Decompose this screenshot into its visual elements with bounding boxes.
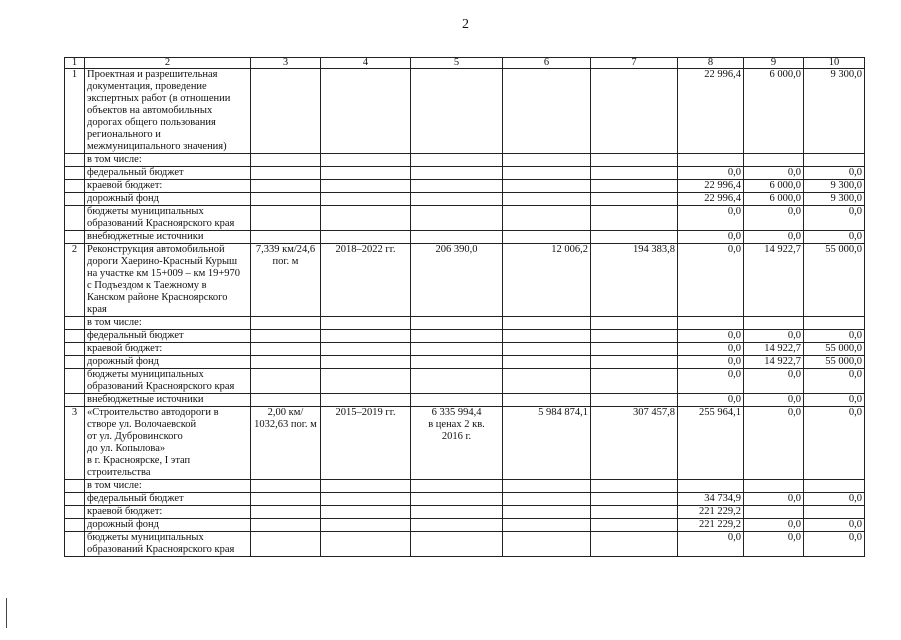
item-name — [85, 231, 251, 244]
item-name — [85, 317, 251, 330]
row-number — [65, 167, 85, 180]
capacity-cell — [251, 506, 321, 519]
value-cell — [503, 394, 591, 407]
row-number: 2 — [65, 244, 85, 317]
value-cell: 12 006,2 — [503, 244, 591, 317]
value-cell — [503, 180, 591, 193]
cell-line: дорогах общего пользования — [87, 117, 216, 128]
estimated-cost-cell — [411, 493, 503, 506]
value-cell: 0,0 — [744, 206, 804, 231]
period-cell: 2015–2019 гг. — [321, 407, 411, 480]
estimated-cost-cell — [411, 356, 503, 369]
row-number — [65, 193, 85, 206]
period-cell — [321, 330, 411, 343]
capacity-cell — [251, 493, 321, 506]
value-cell: 14 922,7 — [744, 244, 804, 317]
item-name — [85, 193, 251, 206]
cell-line: 6 335 994,4 — [431, 407, 482, 418]
estimated-cost-cell — [411, 154, 503, 167]
value-cell: 0,0 — [744, 407, 804, 480]
capacity-cell — [251, 154, 321, 167]
period-cell — [321, 480, 411, 493]
value-cell: 255 964,1 — [678, 407, 744, 480]
value-cell: 0,0 — [678, 369, 744, 394]
estimated-cost-cell — [411, 369, 503, 394]
capacity-cell — [251, 407, 321, 480]
cell-line: в том числе: — [87, 480, 142, 491]
capacity-cell — [251, 343, 321, 356]
row-number — [65, 369, 85, 394]
cell-line: краевой бюджет: — [87, 180, 163, 191]
table-row — [65, 369, 865, 394]
value-cell: 0,0 — [678, 394, 744, 407]
cell-line: федеральный бюджет — [87, 493, 184, 504]
estimated-cost-cell — [411, 519, 503, 532]
capacity-cell — [251, 532, 321, 557]
table-row — [65, 206, 865, 231]
value-cell — [591, 330, 678, 343]
capacity-cell — [251, 206, 321, 231]
capacity-cell — [251, 480, 321, 493]
value-cell — [678, 317, 744, 330]
cell-line: федеральный бюджет — [87, 167, 184, 178]
estimated-cost-cell — [411, 231, 503, 244]
value-cell: 307 457,8 — [591, 407, 678, 480]
value-cell — [744, 154, 804, 167]
item-name — [85, 506, 251, 519]
value-cell: 0,0 — [804, 519, 865, 532]
cell-line: «Строительство автодороги в — [87, 407, 219, 418]
value-cell: 55 000,0 — [804, 356, 865, 369]
value-cell — [503, 480, 591, 493]
value-cell: 0,0 — [678, 532, 744, 557]
value-cell — [503, 330, 591, 343]
period-cell — [321, 206, 411, 231]
period-cell — [321, 369, 411, 394]
estimated-cost-cell — [411, 69, 503, 154]
value-cell — [503, 69, 591, 154]
cell-line: в том числе: — [87, 154, 142, 165]
capacity-cell — [251, 167, 321, 180]
value-cell: 0,0 — [678, 167, 744, 180]
value-cell: 22 996,4 — [678, 193, 744, 206]
value-cell — [591, 343, 678, 356]
value-cell: 55 000,0 — [804, 343, 865, 356]
table-row — [65, 394, 865, 407]
value-cell — [744, 317, 804, 330]
cell-line: строительства — [87, 467, 151, 478]
period-cell — [321, 343, 411, 356]
table-row — [65, 167, 865, 180]
estimated-cost-cell — [411, 206, 503, 231]
period-cell — [321, 506, 411, 519]
item-name — [85, 394, 251, 407]
row-number — [65, 532, 85, 557]
cell-line: 2016 г. — [441, 431, 472, 442]
cell-line: образований Красноярского края — [87, 381, 235, 392]
table-row — [65, 193, 865, 206]
column-header: 6 — [503, 58, 591, 69]
period-cell — [321, 493, 411, 506]
value-cell — [503, 532, 591, 557]
cell-line: образований Красноярского края — [87, 218, 235, 229]
value-cell: 0,0 — [804, 231, 865, 244]
table-row — [65, 180, 865, 193]
value-cell: 0,0 — [678, 244, 744, 317]
table-row — [65, 356, 865, 369]
value-cell: 0,0 — [804, 394, 865, 407]
cell-line: межмуниципального значения) — [87, 141, 227, 152]
value-cell: 22 996,4 — [678, 180, 744, 193]
item-name — [85, 480, 251, 493]
estimated-cost-cell — [411, 506, 503, 519]
row-number — [65, 519, 85, 532]
row-number: 1 — [65, 69, 85, 154]
value-cell — [804, 506, 865, 519]
period-cell — [321, 154, 411, 167]
cell-line: краевой бюджет: — [87, 343, 163, 354]
cell-line: образований Красноярского края — [87, 544, 235, 555]
value-cell — [591, 154, 678, 167]
value-cell: 0,0 — [804, 330, 865, 343]
value-cell — [503, 343, 591, 356]
item-name — [85, 532, 251, 557]
capacity-cell — [251, 69, 321, 154]
value-cell: 34 734,9 — [678, 493, 744, 506]
capacity-cell — [251, 356, 321, 369]
value-cell — [744, 480, 804, 493]
cell-line: пог. м — [272, 256, 299, 267]
cell-line: внебюджетные источники — [87, 394, 204, 405]
value-cell: 6 000,0 — [744, 193, 804, 206]
period-cell — [321, 231, 411, 244]
value-cell: 221 229,2 — [678, 519, 744, 532]
period-cell — [321, 356, 411, 369]
cell-line: на участке км 15+009 – км 19+970 — [87, 268, 241, 279]
value-cell: 9 300,0 — [804, 69, 865, 154]
row-number — [65, 180, 85, 193]
value-cell: 0,0 — [744, 167, 804, 180]
period-cell — [321, 180, 411, 193]
item-name — [85, 356, 251, 369]
value-cell — [503, 493, 591, 506]
value-cell: 0,0 — [678, 356, 744, 369]
value-cell: 9 300,0 — [804, 193, 865, 206]
value-cell — [503, 356, 591, 369]
item-name — [85, 330, 251, 343]
cell-line: Проектная и разрешительная — [87, 69, 218, 80]
cell-line: бюджеты муниципальных — [87, 369, 204, 380]
column-header-row — [65, 58, 865, 69]
value-cell — [591, 394, 678, 407]
table-row — [65, 231, 865, 244]
row-number — [65, 154, 85, 167]
value-cell: 5 984 874,1 — [503, 407, 591, 480]
value-cell — [591, 532, 678, 557]
cell-line: в г. Красноярске, I этап — [87, 455, 191, 466]
value-cell — [591, 506, 678, 519]
cell-line: краевой бюджет: — [87, 506, 163, 517]
value-cell — [503, 167, 591, 180]
value-cell — [591, 356, 678, 369]
value-cell — [804, 317, 865, 330]
cell-line: дороги Хаерино-Красный Курыш — [87, 256, 238, 267]
cell-line: 1032,63 пог. м — [254, 419, 317, 430]
cell-line: в том числе: — [87, 317, 142, 328]
value-cell: 0,0 — [744, 330, 804, 343]
value-cell: 0,0 — [804, 532, 865, 557]
estimated-cost-cell — [411, 480, 503, 493]
table-row — [65, 480, 865, 493]
value-cell: 55 000,0 — [804, 244, 865, 317]
cell-line: объектов на автомобильных — [87, 105, 213, 116]
value-cell: 0,0 — [804, 167, 865, 180]
value-cell: 0,0 — [678, 231, 744, 244]
cell-line: дорожный фонд — [87, 193, 160, 204]
estimated-cost-cell — [411, 394, 503, 407]
cell-line: Реконструкция автомобильной — [87, 244, 225, 255]
cell-line: 206 390,0 — [435, 244, 478, 255]
cell-line: дорожный фонд — [87, 356, 160, 367]
period-cell — [321, 394, 411, 407]
cell-line: с Подъездом к Таежному в — [87, 280, 207, 291]
estimated-cost-cell — [411, 330, 503, 343]
item-name — [85, 69, 251, 154]
value-cell: 0,0 — [744, 369, 804, 394]
period-cell — [321, 519, 411, 532]
cell-line: 7,339 км/24,6 — [255, 244, 316, 255]
column-header: 8 — [678, 58, 744, 69]
period-cell: 2018–2022 гг. — [321, 244, 411, 317]
value-cell: 0,0 — [804, 493, 865, 506]
page-number: 2 — [462, 17, 469, 32]
cell-line: экспертных работ (в отношении — [87, 93, 231, 104]
table-row — [65, 69, 865, 154]
value-cell — [591, 193, 678, 206]
estimated-cost-cell — [411, 167, 503, 180]
value-cell: 0,0 — [744, 493, 804, 506]
item-name — [85, 493, 251, 506]
table-row — [65, 343, 865, 356]
row-number — [65, 317, 85, 330]
table-row — [65, 244, 865, 317]
value-cell: 194 383,8 — [591, 244, 678, 317]
cell-line: документация, проведение — [87, 81, 207, 92]
value-cell — [804, 154, 865, 167]
period-cell — [321, 532, 411, 557]
capacity-cell — [251, 180, 321, 193]
period-cell — [321, 167, 411, 180]
row-number — [65, 394, 85, 407]
value-cell — [591, 317, 678, 330]
table-row — [65, 317, 865, 330]
value-cell: 0,0 — [744, 519, 804, 532]
row-number — [65, 330, 85, 343]
table-row — [65, 407, 865, 480]
cell-line: от ул. Дубровинского — [87, 431, 183, 442]
estimated-cost-cell — [411, 343, 503, 356]
item-name — [85, 206, 251, 231]
row-number — [65, 493, 85, 506]
row-number — [65, 343, 85, 356]
value-cell: 0,0 — [804, 206, 865, 231]
capacity-cell — [251, 330, 321, 343]
value-cell — [591, 206, 678, 231]
capacity-cell — [251, 231, 321, 244]
value-cell: 0,0 — [744, 394, 804, 407]
capacity-cell — [251, 519, 321, 532]
capacity-cell — [251, 394, 321, 407]
table-row — [65, 532, 865, 557]
value-cell — [591, 493, 678, 506]
estimated-cost-cell — [411, 193, 503, 206]
row-number — [65, 506, 85, 519]
value-cell — [503, 519, 591, 532]
value-cell — [591, 231, 678, 244]
value-cell: 9 300,0 — [804, 180, 865, 193]
cell-line: дорожный фонд — [87, 519, 160, 530]
row-number — [65, 231, 85, 244]
value-cell: 0,0 — [744, 532, 804, 557]
column-header: 10 — [804, 58, 865, 69]
table-row — [65, 506, 865, 519]
value-cell — [591, 519, 678, 532]
item-name — [85, 154, 251, 167]
cell-line: створе ул. Волочаевской — [87, 419, 197, 430]
item-name — [85, 244, 251, 317]
column-header: 5 — [411, 58, 503, 69]
value-cell — [503, 231, 591, 244]
period-cell — [321, 193, 411, 206]
value-cell — [591, 167, 678, 180]
cell-line: Канском районе Красноярского — [87, 292, 228, 303]
item-name — [85, 167, 251, 180]
value-cell: 0,0 — [678, 330, 744, 343]
value-cell: 6 000,0 — [744, 180, 804, 193]
item-name — [85, 343, 251, 356]
cell-line: бюджеты муниципальных — [87, 206, 204, 217]
value-cell: 0,0 — [804, 369, 865, 394]
value-cell: 0,0 — [678, 343, 744, 356]
value-cell — [591, 69, 678, 154]
column-header: 2 — [85, 58, 251, 69]
column-header: 4 — [321, 58, 411, 69]
cell-line: края — [87, 304, 107, 315]
value-cell — [678, 154, 744, 167]
column-header: 9 — [744, 58, 804, 69]
period-cell — [321, 317, 411, 330]
item-name — [85, 407, 251, 480]
cell-line: регионального и — [87, 129, 161, 140]
row-number: 3 — [65, 407, 85, 480]
value-cell — [503, 193, 591, 206]
value-cell: 221 229,2 — [678, 506, 744, 519]
capacity-cell — [251, 369, 321, 394]
period-cell — [321, 69, 411, 154]
value-cell — [744, 506, 804, 519]
value-cell: 0,0 — [744, 231, 804, 244]
value-cell — [503, 369, 591, 394]
row-number — [65, 480, 85, 493]
margin-mark — [6, 598, 7, 628]
value-cell — [503, 206, 591, 231]
table-row — [65, 330, 865, 343]
value-cell — [591, 369, 678, 394]
estimated-cost-cell — [411, 244, 503, 317]
value-cell — [503, 317, 591, 330]
table-row — [65, 154, 865, 167]
item-name — [85, 519, 251, 532]
capacity-cell — [251, 244, 321, 317]
value-cell: 22 996,4 — [678, 69, 744, 154]
value-cell: 14 922,7 — [744, 343, 804, 356]
estimated-cost-cell — [411, 180, 503, 193]
value-cell: 0,0 — [678, 206, 744, 231]
row-number — [65, 356, 85, 369]
capacity-cell — [251, 193, 321, 206]
value-cell — [678, 480, 744, 493]
estimated-cost-cell — [411, 317, 503, 330]
column-header: 3 — [251, 58, 321, 69]
capacity-cell — [251, 317, 321, 330]
row-number — [65, 206, 85, 231]
cell-line: бюджеты муниципальных — [87, 532, 204, 543]
value-cell: 14 922,7 — [744, 356, 804, 369]
item-name — [85, 369, 251, 394]
cell-line: в ценах 2 кв. — [428, 419, 485, 430]
cell-line: внебюджетные источники — [87, 231, 204, 242]
table-row — [65, 493, 865, 506]
cell-line: федеральный бюджет — [87, 330, 184, 341]
value-cell — [804, 480, 865, 493]
item-name — [85, 180, 251, 193]
estimated-cost-cell — [411, 407, 503, 480]
estimated-cost-cell — [411, 532, 503, 557]
cell-line: до ул. Копылова» — [87, 443, 166, 454]
financing-table — [64, 57, 865, 557]
table-row — [65, 519, 865, 532]
value-cell: 6 000,0 — [744, 69, 804, 154]
value-cell — [591, 180, 678, 193]
value-cell — [503, 154, 591, 167]
value-cell: 0,0 — [804, 407, 865, 480]
column-header: 1 — [65, 58, 85, 69]
cell-line: 2,00 км/ — [267, 407, 304, 418]
value-cell — [503, 506, 591, 519]
value-cell — [591, 480, 678, 493]
column-header: 7 — [591, 58, 678, 69]
